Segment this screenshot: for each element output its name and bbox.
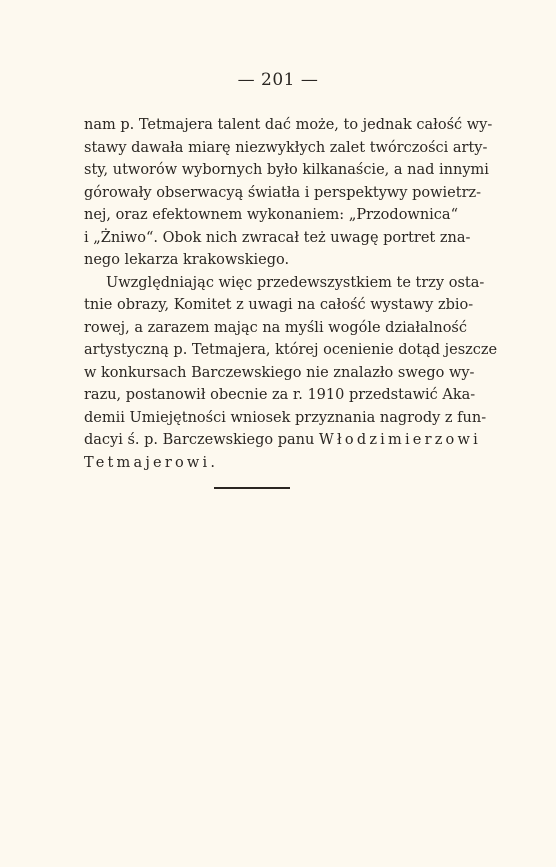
text-line: nam p. Tetmajera talent dać może, to jednak całość wy- [84, 117, 493, 133]
text-line: stawy dawała miarę niezwykłych zalet twórczości arty- [84, 139, 488, 156]
text-line [84, 429, 481, 452]
text-segment: dacyi ś. p. Barczewskiego panu [84, 432, 315, 448]
text-line: sty, utworów wybornych było kilkanaście, a nad innymi [84, 162, 489, 178]
text-line: i „Żniwo“. Obok nich zwracał też uwagę portret zna- [84, 229, 471, 246]
text-line: tnie obrazy, Komitet z uwagi na całość wystawy zbio- [84, 297, 474, 313]
spaced-name: Włodzimierzowi [318, 432, 481, 448]
text-line: w konkursach Barczewskiego nie znalazło swego wy- [84, 364, 475, 381]
text-line: Uwzględniając więc przedewszystkiem te trzy osta- [106, 274, 485, 291]
text-line: Tetmajerowi. [84, 454, 219, 471]
page-number: — 201 — [237, 70, 319, 90]
divider [214, 487, 290, 489]
text-line: demii Umiejętności wniosek przyznania nagrody z fun- [84, 409, 487, 426]
text-line: nej, oraz efektownem wykonaniem: „Przodownica“ [84, 207, 458, 223]
text-line: rowej, a zarazem mając na myśli wogóle działalność [84, 319, 467, 336]
text-block [84, 114, 498, 474]
text-line: artystyczną p. Tetmajera, której ocenienie dotąd jeszcze [84, 342, 498, 358]
text-line: górowały obserwacyą światła i perspektywy powietrz- [84, 184, 482, 201]
text-line: nego lekarza krakowskiego. [84, 252, 290, 268]
text-line: razu, postanowił obecnie za r. 1910 przedstawić Aka- [84, 387, 476, 403]
